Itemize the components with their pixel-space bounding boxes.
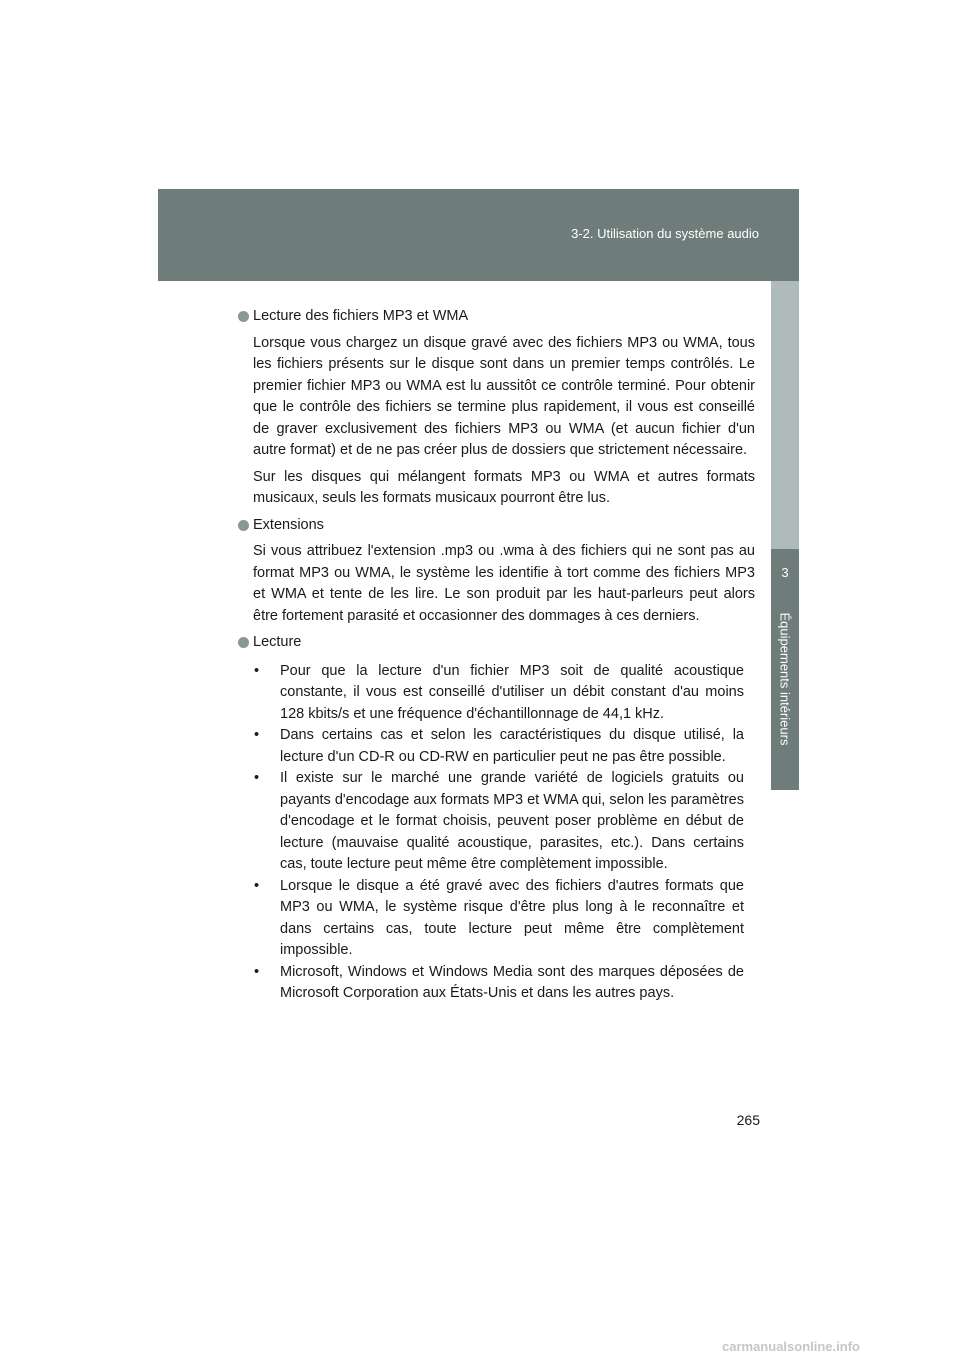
paragraph: Si vous attribuez l'extension .mp3 ou .wma à des fichiers qui ne sont pas au format MP3 ou WMA, le système les identifie à tort comme des fichiers MP3 et WMA et tente de les lire. Le son produit par les haut-parleurs peut alors être fortement parasité et occasionner des dommages à ces derniers. [253,543,755,624]
list-marker: • [254,727,260,743]
chapter-side-tab [771,549,799,790]
chapter-number: 3 [781,565,789,580]
list-item: • Lorsque le disque a été gravé avec des fichiers d'autres formats que MP3 ou WMA, le système risque d'être plus long à le reconnaître et dans certains cas, toute lecture peut même être complètement impossible. [254,877,744,958]
section-heading-mp3-wma: Lecture des fichiers MP3 et WMA [238,306,755,328]
list-marker: • [254,770,260,786]
bullet-dot-icon [238,520,249,531]
section-heading-extensions: Extensions [238,515,755,537]
list-marker: • [254,877,260,894]
section-heading-lecture: Lecture [238,632,755,654]
page-content [238,306,755,1005]
list-item: • Il existe sur le marché une grande variété de logiciels gratuits ou payants d'encodage aux formats MP3 et WMA qui, selon les paramètres d'encodage et le format choisis, peuvent poser problème en début de lecture (mauvaise qualité acoustique, parasites, etc.). Dans certains cas, toute lecture peut même être complètement impossible. [254,770,744,872]
paragraph: Sur les disques qui mélangent formats MP3 ou WMA et autres formats musicaux, seuls les formats musicaux pourront être lus. [253,468,755,506]
side-tab-upper [771,281,799,549]
watermark: carmanualsonline.info [722,1339,860,1354]
chapter-label: Équipements intérieurs [777,612,793,746]
bullet-dot-icon [238,637,249,648]
bullet-dot-icon [238,311,249,322]
list-item: • Pour que la lecture d'un fichier MP3 soit de qualité acoustique constante, il vous est conseillé d'utiliser un débit constant d'au moins 128 kbits/s et une fréquence d'échantillonnage de 44,1 kHz. [254,662,744,722]
paragraph: Lorsque vous chargez un disque gravé avec des fichiers MP3 ou WMA, tous les fichiers présents sur le disque sont dans un premier temps contrôlés. Le premier fichier MP3 ou WMA est lu aussitôt ce contrôle terminé. Pour obtenir que le contrôle des fichiers se termine plus rapidement, il vous est conseillé de graver exclusivement des fichiers MP3 ou WMA (et aucun fichier d'un autre format) et de ne pas créer plus de dossiers que strictement nécessaire. [253,334,755,458]
page-number: 265 [736,1112,760,1128]
list-item: • Microsoft, Windows et Windows Media sont des marques déposées de Microsoft Corporation aux États-Unis et dans les autres pays. [254,963,744,1001]
lecture-notes-list [238,661,755,1005]
chapter-header-band [158,189,799,281]
section-title: 3-2. Utilisation du système audio [571,226,759,241]
list-marker: • [254,662,260,679]
list-marker: • [254,963,260,980]
list-item: • Dans certains cas et selon les caractéristiques du disque utilisé, la lecture d'un CD-R ou CD-RW en particulier peut ne pas être possible. [254,727,744,765]
